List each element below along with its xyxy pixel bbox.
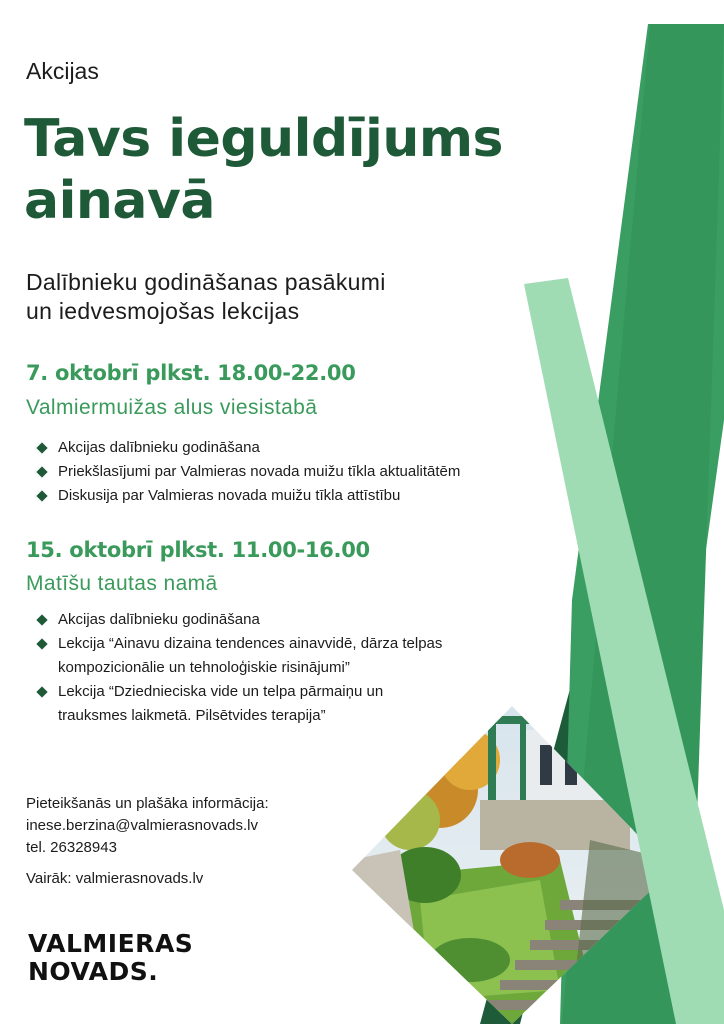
list-item-text: Lekcija “Dziednieciska vide un telpa pārmaiņu un: [58, 683, 384, 700]
contact-phone[interactable]: tel. 26328943: [26, 839, 117, 856]
contact-email[interactable]: inese.berzina@valmierasnovads.lv: [26, 817, 259, 834]
logo-line-1: VALMIERAS: [28, 929, 194, 958]
event-1-venue: Valmiermuižas alus viesistabā: [26, 396, 318, 419]
valmieras-novads-logo: [28, 930, 193, 986]
diamond-bullet-icon: [36, 466, 47, 477]
event-2-list: [36, 608, 442, 728]
list-item: [36, 632, 442, 680]
subtitle: [26, 268, 506, 326]
more-info-link[interactable]: Vairāk: valmierasnovads.lv: [26, 870, 204, 887]
event-2-venue: Matīšu tautas namā: [26, 572, 218, 595]
page-title: [24, 108, 624, 232]
list-item: [36, 608, 442, 632]
list-item: [36, 484, 460, 508]
list-item: [36, 436, 460, 460]
logo-line-2: NOVADS.: [28, 957, 159, 986]
list-item-text: Diskusija par Valmieras novada muižu tīkla attīstību: [58, 487, 401, 504]
list-item-text-continued: trauksmes laikmetā. Pilsētvides terapija”: [58, 707, 326, 724]
event-1-list: [36, 436, 460, 508]
list-item-text-continued: kompozicionālie un tehnoloģiskie risinājumi”: [58, 659, 350, 676]
subtitle-line-1: Dalībnieku godināšanas pasākumi: [26, 269, 386, 295]
title-line-1: Tavs ieguldījums: [24, 109, 503, 169]
diamond-bullet-icon: [36, 638, 47, 649]
title-line-2: ainavā: [24, 171, 216, 231]
diamond-bullet-icon: [36, 614, 47, 625]
contact-heading: Pieteikšanās un plašāka informācija:: [26, 795, 269, 812]
event-2-date: 15. oktobrī plkst. 11.00-16.00: [26, 538, 370, 562]
list-item-text: Lekcija “Ainavu dizaina tendences ainavvidē, dārza telpas: [58, 635, 443, 652]
diamond-bullet-icon: [36, 686, 47, 697]
contact-block: [26, 793, 269, 859]
diamond-bullet-icon: [36, 490, 47, 501]
list-item: [36, 460, 460, 484]
list-item-text: Priekšlasījumi par Valmieras novada muižu tīkla aktualitātēm: [58, 463, 461, 480]
subtitle-line-2: un iedvesmojošas lekcijas: [26, 298, 300, 324]
event-1-date: 7. oktobrī plkst. 18.00-22.00: [26, 361, 356, 385]
kicker-label: Akcijas: [26, 58, 99, 84]
list-item-text: Akcijas dalībnieku godināšana: [58, 439, 260, 456]
list-item-text: Akcijas dalībnieku godināšana: [58, 611, 260, 628]
list-item: [36, 680, 442, 728]
diamond-bullet-icon: [36, 442, 47, 453]
